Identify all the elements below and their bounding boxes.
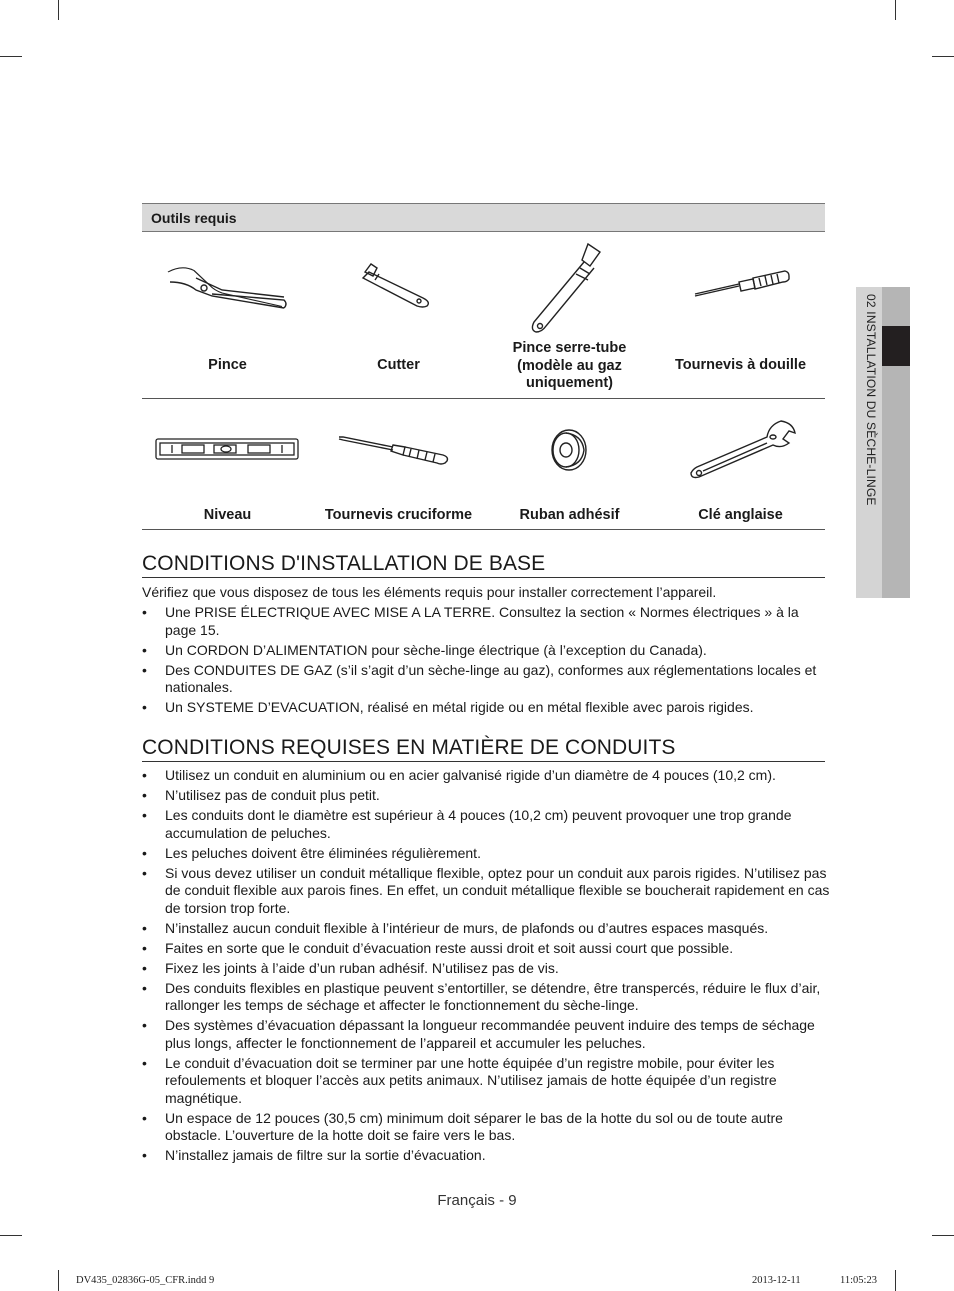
list-item: • Un SYSTEME D’EVACUATION, réalisé en métal rigide ou en métal flexible avec parois rigides. xyxy=(142,699,832,717)
tools-header-label: Outils requis xyxy=(151,210,237,226)
list-item: • Faites en sorte que le conduit d’évacuation reste aussi droit et soit aussi court que possible. xyxy=(142,940,832,958)
tool-label: Cutter xyxy=(377,357,420,373)
tool-cell-phillips-screwdriver xyxy=(313,399,484,529)
tool-cell-tape xyxy=(484,399,655,529)
list-item: • Des systèmes d’évacuation dépassant la longueur recommandée peuvent induire des temps de séchage plus longs, affecter le fonctionnement de l’appareil et accumuler les peluches. xyxy=(142,1017,832,1052)
tape-icon xyxy=(484,427,655,473)
tool-label: Clé anglaise xyxy=(698,507,783,523)
cutter-icon xyxy=(313,258,484,308)
list-item: • N’utilisez pas de conduit plus petit. xyxy=(142,787,832,805)
chapter-tab-label: 02 INSTALLATION DU SÈCHE-LINGE xyxy=(864,294,878,506)
adjustable-wrench-icon xyxy=(655,417,826,483)
list-item: • Une PRISE ÉLECTRIQUE AVEC MISE A LA TERRE. Consultez la section « Normes électriques » à la page 15. xyxy=(142,604,832,639)
level-icon xyxy=(142,435,313,465)
tool-cell-pipe-wrench xyxy=(484,232,655,398)
list-item: • Les conduits dont le diamètre est supérieur à 4 pouces (10,2 cm) peuvent provoquer une trop grande accumulation de peluches. xyxy=(142,807,832,842)
pipe-wrench-icon xyxy=(484,238,655,338)
tool-cell-cutter xyxy=(313,232,484,398)
tool-cell-level xyxy=(142,399,313,529)
page-number: Français - 9 xyxy=(437,1192,517,1209)
tool-label: Tournevis cruciforme xyxy=(324,507,473,523)
nut-driver-icon xyxy=(655,264,826,304)
basic-intro: Vérifiez que vous disposez de tous les éléments requis pour installer correctement l’appareil. xyxy=(142,584,717,600)
tool-cell-nut-driver xyxy=(655,232,826,398)
print-time: 11:05:23 xyxy=(840,1275,877,1286)
section-title-basic: CONDITIONS D'INSTALLATION DE BASE xyxy=(142,552,825,578)
print-date: 2013-12-11 xyxy=(752,1275,801,1286)
crop-mark xyxy=(895,1270,896,1291)
section-title-ducts: CONDITIONS REQUISES EN MATIÈRE DE CONDUITS xyxy=(142,736,825,762)
tools-row-2 xyxy=(142,399,825,530)
list-item: • Un CORDON D’ALIMENTATION pour sèche-linge électrique (à l’exception du Canada). xyxy=(142,642,832,660)
tool-label: Pince xyxy=(208,357,247,373)
list-item: • Des CONDUITES DE GAZ (s’il s’agit d’un sèche-linge au gaz), conformes aux réglementations locales et nationales. xyxy=(142,662,832,697)
tool-cell-adjustable-wrench xyxy=(655,399,826,529)
crop-mark xyxy=(58,0,59,20)
crop-mark xyxy=(0,56,22,57)
list-item: • Fixez les joints à l’aide d’un ruban adhésif. N’utilisez pas de vis. xyxy=(142,960,832,978)
crop-mark xyxy=(932,56,954,57)
tool-label: Tournevis à douille xyxy=(674,357,807,373)
crop-mark xyxy=(0,1235,22,1236)
list-item: • Les peluches doivent être éliminées régulièrement. xyxy=(142,845,832,863)
list-item: • Des conduits flexibles en plastique peuvent s’entortiller, se détendre, être transpercés, réduire le flux d’air, rallonger les temps de séchage et affecter le fonctionnement du sèche-linge. xyxy=(142,980,832,1015)
list-item: • Utilisez un conduit en aluminium ou en acier galvanisé rigide d’un diamètre de 4 pouces (10,2 cm). xyxy=(142,767,832,785)
crop-mark xyxy=(932,1235,954,1236)
crop-mark xyxy=(58,1270,59,1291)
list-item: • Si vous devez utiliser un conduit métallique flexible, optez pour un conduit aux parois rigides. N’utilisez pas de conduit flexible aux parois fines. En effet, un conduit métallique flexible se boucherait rapidement en cas de torsion trop forte. xyxy=(142,865,832,918)
pliers-icon xyxy=(142,260,313,310)
tool-label: Pince serre-tube (modèle au gaz uniquement) xyxy=(512,340,627,391)
list-item: • Le conduit d’évacuation doit se terminer par une hotte équipée d’un registre mobile, pour éviter les refoulements et bloquer l’accès aux petits animaux. N’utilisez jamais de hotte équipée d’un registre magnétique. xyxy=(142,1055,832,1108)
tool-label: Niveau xyxy=(203,507,252,523)
list-item: • N’installez jamais de filtre sur la sortie d’évacuation. xyxy=(142,1147,832,1165)
ducts-list xyxy=(142,767,832,1167)
phillips-screwdriver-icon xyxy=(313,431,484,471)
list-item: • N’installez aucun conduit flexible à l’intérieur de murs, de plafonds ou d’autres espaces masqués. xyxy=(142,920,832,938)
chapter-tab-marker xyxy=(882,326,910,366)
crop-mark xyxy=(895,0,896,20)
print-file-name: DV435_02836G-05_CFR.indd 9 xyxy=(76,1275,215,1286)
basic-list xyxy=(142,604,832,719)
tool-cell-pliers xyxy=(142,232,313,398)
list-item: • Un espace de 12 pouces (30,5 cm) minimum doit séparer le bas de la hotte du sol ou de toute autre obstacle. L’ouverture de la hotte doit se faire vers le bas. xyxy=(142,1110,832,1145)
tools-table-header xyxy=(142,203,825,232)
tools-row-1 xyxy=(142,232,825,399)
tool-label: Ruban adhésif xyxy=(519,507,620,523)
